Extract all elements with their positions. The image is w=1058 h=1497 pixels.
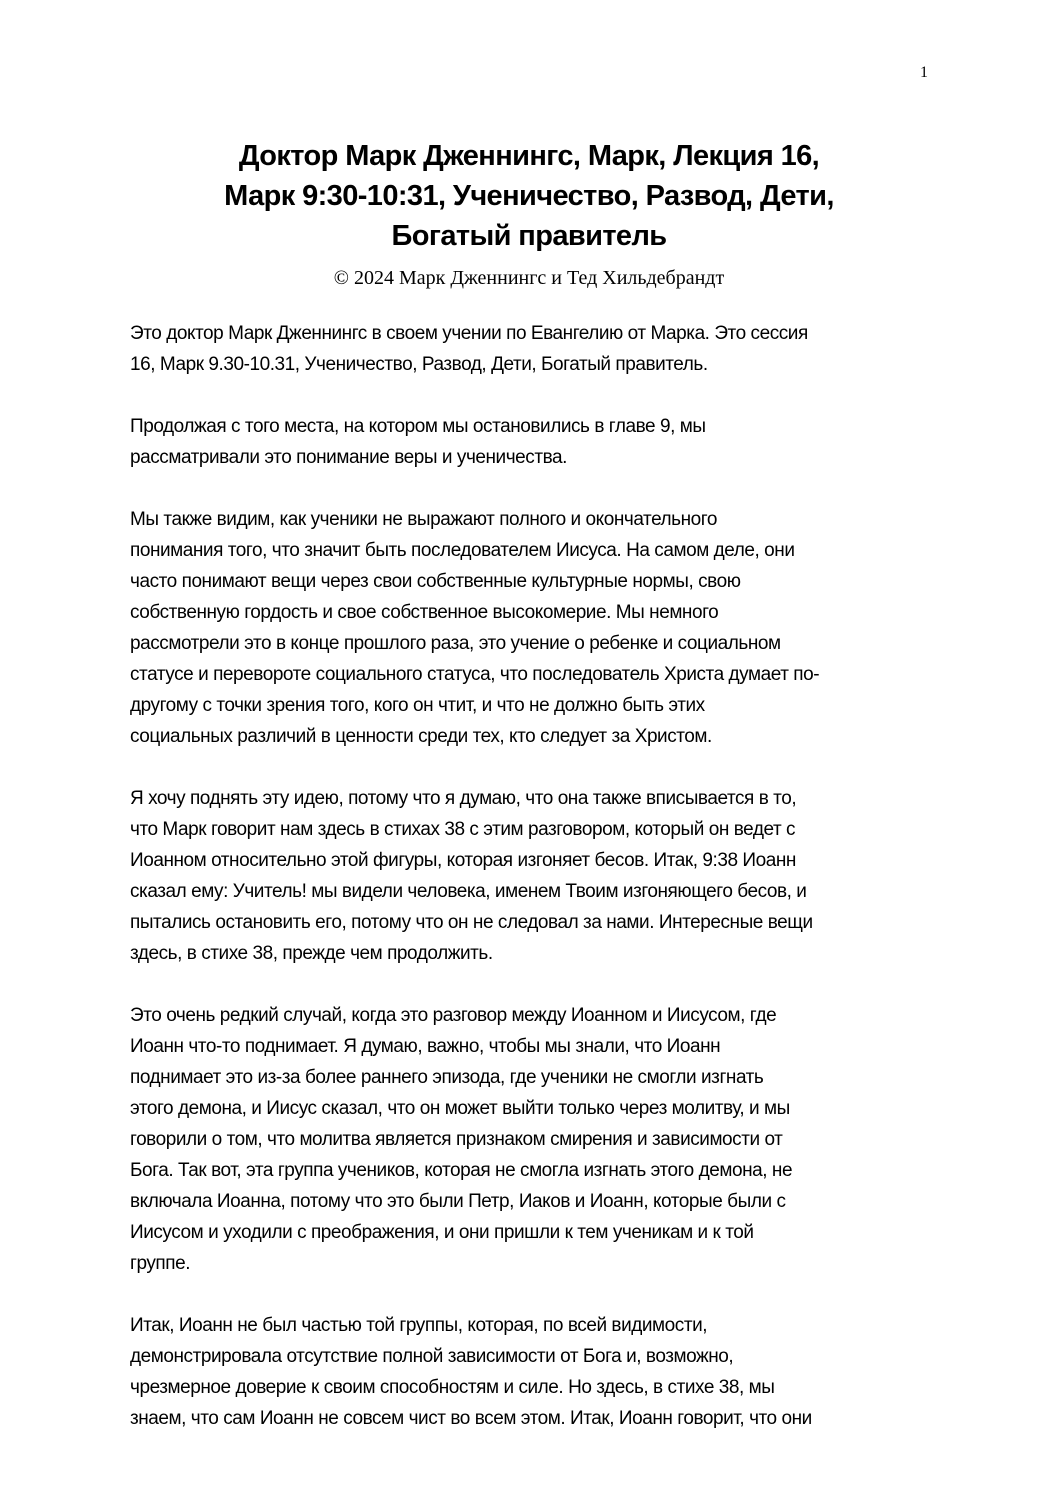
paragraph bbox=[130, 504, 950, 752]
text-line: Я хочу поднять эту идею, потому что я думаю, что она также вписывается в то, bbox=[130, 788, 797, 809]
text-line: понимания того, что значит быть последователем Иисуса. На самом деле, они bbox=[130, 540, 795, 561]
text-line: пытались остановить его, потому что он не следовал за нами. Интересные вещи bbox=[130, 912, 813, 933]
paragraph bbox=[130, 783, 950, 969]
text-line: Это очень редкий случай, когда это разговор между Иоанном и Иисусом, где bbox=[130, 1005, 777, 1026]
title-line: Богатый правитель bbox=[391, 220, 667, 252]
paragraph bbox=[130, 411, 950, 473]
text-line: рассмотрели это в конце прошлого раза, это учение о ребенке и социальном bbox=[130, 633, 781, 654]
text-line: здесь, в стихе 38, прежде чем продолжить. bbox=[130, 943, 493, 964]
text-line: говорили о том, что молитва является признаком смирения и зависимости от bbox=[130, 1129, 783, 1150]
text-line: социальных различий в ценности среди тех, кто следует за Христом. bbox=[130, 726, 712, 747]
text-line: знаем, что сам Иоанн не совсем чист во всем этом. Итак, Иоанн говорит, что они bbox=[130, 1408, 812, 1429]
text-line: этого демона, и Иисус сказал, что он может выйти только через молитву, и мы bbox=[130, 1098, 790, 1119]
text-line: Иисусом и уходили с преображения, и они пришли к тем ученикам и к той bbox=[130, 1222, 754, 1243]
text-line: группе. bbox=[130, 1253, 191, 1274]
text-line: 16, Марк 9.30-10.31, Ученичество, Развод, Дети, Богатый правитель. bbox=[130, 354, 708, 375]
paragraph bbox=[130, 318, 950, 380]
text-line: рассматривали это понимание веры и ученичества. bbox=[130, 447, 567, 468]
text-line: сказал ему: Учитель! мы видели человека, именем Твоим изгоняющего бесов, и bbox=[130, 881, 807, 902]
text-line: что Марк говорит нам здесь в стихах 38 с этим разговором, который он ведет с bbox=[130, 819, 796, 840]
text-line: Иоанном относительно этой фигуры, которая изгоняет бесов. Итак, 9:38 Иоанн bbox=[130, 850, 796, 871]
text-line: статусе и перевороте социального статуса, что последователь Христа думает по- bbox=[130, 664, 820, 685]
copyright: © 2024 Марк Дженнингс и Тед Хильдебрандт bbox=[333, 267, 725, 289]
text-line: Бога. Так вот, эта группа учеников, которая не смогла изгнать этого демона, не bbox=[130, 1160, 793, 1181]
text-line: собственную гордость и свое собственное высокомерие. Мы немного bbox=[130, 602, 719, 623]
text-line: поднимает это из-за более раннего эпизода, где ученики не смогли изгнать bbox=[130, 1067, 764, 1088]
text-line: Иоанн что-то поднимает. Я думаю, важно, чтобы мы знали, что Иоанн bbox=[130, 1036, 721, 1057]
document-title bbox=[0, 136, 1058, 256]
text-line: демонстрировала отсутствие полной зависимости от Бога и, возможно, bbox=[130, 1346, 734, 1367]
text-line: Это доктор Марк Дженнингс в своем учении по Евангелию от Марка. Это сессия bbox=[130, 323, 808, 344]
text-line: включала Иоанна, потому что это были Петр, Иаков и Иоанн, которые были с bbox=[130, 1191, 786, 1212]
paragraph bbox=[130, 1000, 950, 1279]
text-line: часто понимают вещи через свои собственные культурные нормы, свою bbox=[130, 571, 741, 592]
document-body bbox=[130, 318, 950, 1465]
text-line: другому с точки зрения того, кого он чтит, и что не должно быть этих bbox=[130, 695, 705, 716]
paragraph bbox=[130, 1310, 950, 1434]
page-number: 1 bbox=[920, 64, 928, 81]
text-line: Продолжая с того места, на котором мы остановились в главе 9, мы bbox=[130, 416, 706, 437]
title-line: Марк 9:30-10:31, Ученичество, Развод, Дети, bbox=[224, 180, 834, 212]
text-line: чрезмерное доверие к своим способностям и силе. Но здесь, в стихе 38, мы bbox=[130, 1377, 775, 1398]
title-line: Доктор Марк Дженнингс, Марк, Лекция 16, bbox=[238, 140, 820, 172]
text-line: Мы также видим, как ученики не выражают полного и окончательного bbox=[130, 509, 717, 530]
text-line: Итак, Иоанн не был частью той группы, которая, по всей видимости, bbox=[130, 1315, 708, 1336]
